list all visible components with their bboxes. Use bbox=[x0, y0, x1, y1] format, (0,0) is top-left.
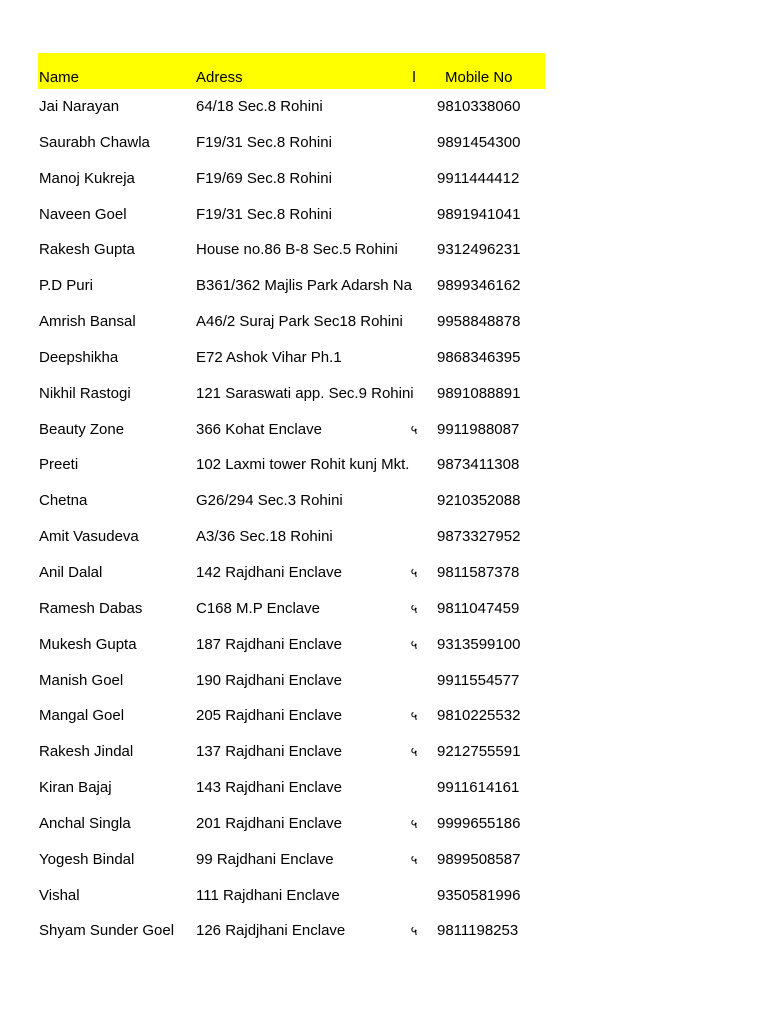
table-row bbox=[38, 447, 545, 483]
mark-cell: ५ bbox=[410, 923, 418, 939]
mark-cell: ५ bbox=[410, 600, 418, 616]
address-cell: F19/69 Sec.8 Rohini bbox=[196, 169, 332, 187]
address-cell: 142 Rajdhani Enclave bbox=[196, 563, 342, 581]
mobile-cell: 9811587378 bbox=[437, 563, 520, 581]
name-cell: Amit Vasudeva bbox=[39, 528, 139, 546]
name-cell: Deepshikha bbox=[39, 348, 119, 366]
name-cell: Kiran Bajaj bbox=[39, 779, 112, 797]
mobile-cell: 9212755591 bbox=[437, 743, 521, 761]
name-cell: Manoj Kukreja bbox=[39, 169, 135, 187]
name-cell: Preeti bbox=[39, 456, 79, 474]
table-row bbox=[38, 232, 545, 268]
table-row bbox=[38, 89, 545, 125]
mobile-cell: 9811198253 bbox=[437, 922, 519, 940]
address-cell: F19/31 Sec.8 Rohini bbox=[196, 205, 332, 223]
name-cell: Mukesh Gupta bbox=[39, 635, 137, 653]
mobile-cell: 9911988087 bbox=[437, 420, 520, 438]
address-cell: C168 M.P Enclave bbox=[196, 599, 320, 617]
address-cell: B361/362 Majlis Park Adarsh Na bbox=[196, 277, 412, 295]
address-cell: A46/2 Suraj Park Sec18 Rohini bbox=[196, 313, 403, 331]
table-row bbox=[38, 340, 545, 376]
mobile-cell: 9868346395 bbox=[437, 348, 521, 366]
name-cell: Yogesh Bindal bbox=[39, 850, 135, 868]
mobile-cell: 9312496231 bbox=[437, 241, 521, 259]
header-mark: l bbox=[412, 69, 416, 86]
address-cell: House no.86 B-8 Sec.5 Rohini bbox=[196, 241, 398, 259]
header-address: Adress bbox=[196, 69, 243, 86]
name-cell: Anchal Singla bbox=[39, 814, 131, 832]
mobile-cell: 9873327952 bbox=[437, 528, 521, 546]
address-cell: 201 Rajdhani Enclave bbox=[196, 814, 342, 832]
name-cell: Naveen Goel bbox=[39, 205, 127, 223]
mobile-cell: 9899346162 bbox=[437, 277, 521, 295]
name-cell: Anil Dalal bbox=[39, 563, 103, 581]
table-row bbox=[38, 161, 545, 197]
name-cell: Amrish Bansal bbox=[39, 313, 136, 331]
address-cell: E72 Ashok Vihar Ph.1 bbox=[196, 348, 342, 366]
mark-cell: ५ bbox=[410, 708, 418, 724]
address-cell: 187 Rajdhani Enclave bbox=[196, 635, 342, 653]
mobile-cell: 9958848878 bbox=[437, 313, 521, 331]
address-cell: F19/31 Sec.8 Rohini bbox=[196, 133, 332, 151]
address-cell: 102 Laxmi tower Rohit kunj Mkt. bbox=[196, 456, 410, 474]
name-cell: Manish Goel bbox=[39, 671, 124, 689]
mark-cell: ५ bbox=[410, 815, 418, 831]
name-cell: Rakesh Gupta bbox=[39, 241, 135, 259]
table-row bbox=[38, 268, 545, 304]
mobile-cell: 9911554577 bbox=[437, 671, 520, 689]
name-cell: Rakesh Jindal bbox=[39, 743, 134, 761]
mobile-cell: 9911614161 bbox=[437, 779, 520, 797]
mark-cell: ५ bbox=[410, 851, 418, 867]
mark-cell: ५ bbox=[410, 744, 418, 760]
address-cell: 64/18 Sec.8 Rohini bbox=[196, 98, 323, 115]
name-cell: Nikhil Rastogi bbox=[39, 384, 131, 402]
table-row bbox=[38, 519, 545, 555]
header-name: Name bbox=[39, 69, 80, 86]
table-row bbox=[38, 125, 545, 161]
address-cell: 366 Kohat Enclave bbox=[196, 420, 322, 438]
header-mobile: Mobile No bbox=[445, 69, 513, 86]
name-cell: Beauty Zone bbox=[39, 420, 125, 438]
name-cell: Shyam Sunder Goel bbox=[39, 922, 175, 940]
table-row bbox=[38, 698, 545, 734]
contact-sheet bbox=[38, 53, 545, 949]
table-row bbox=[38, 591, 545, 627]
table-row bbox=[38, 806, 545, 842]
table-row bbox=[38, 483, 545, 519]
address-cell: 205 Rajdhani Enclave bbox=[196, 707, 342, 725]
mobile-cell: 9810225532 bbox=[437, 707, 521, 725]
mobile-cell: 9891088891 bbox=[437, 384, 521, 402]
mobile-cell: 9891454300 bbox=[437, 133, 521, 151]
address-cell: 126 Rajdjhani Enclave bbox=[196, 922, 346, 940]
table-row bbox=[38, 197, 545, 233]
address-cell: G26/294 Sec.3 Rohini bbox=[196, 492, 343, 510]
name-cell: Saurabh Chawla bbox=[39, 133, 150, 151]
mobile-cell: 9210352088 bbox=[437, 492, 521, 510]
address-cell: 190 Rajdhani Enclave bbox=[196, 671, 342, 689]
address-cell: 111 Rajdhani Enclave bbox=[196, 886, 340, 904]
mobile-cell: 9873411308 bbox=[437, 456, 520, 474]
table-row bbox=[38, 304, 545, 340]
name-cell: Vishal bbox=[39, 886, 80, 904]
table-row bbox=[38, 878, 545, 914]
table-row bbox=[38, 376, 545, 412]
table-body bbox=[38, 89, 545, 949]
name-cell: Jai Narayan bbox=[39, 98, 120, 115]
name-cell: P.D Puri bbox=[39, 277, 93, 295]
address-cell: 137 Rajdhani Enclave bbox=[196, 743, 342, 761]
table-row bbox=[38, 913, 545, 949]
table-row bbox=[38, 663, 545, 699]
mobile-cell: 9899508587 bbox=[437, 850, 521, 868]
mobile-cell: 9313599100 bbox=[437, 635, 521, 653]
table-row bbox=[38, 734, 545, 770]
mobile-cell: 9911444412 bbox=[437, 169, 520, 187]
mobile-cell: 9810338060 bbox=[437, 98, 521, 115]
address-cell: 99 Rajdhani Enclave bbox=[196, 850, 334, 868]
table-row bbox=[38, 555, 545, 591]
table-row bbox=[38, 627, 545, 663]
mobile-cell: 9891941041 bbox=[437, 205, 521, 223]
name-cell: Chetna bbox=[39, 492, 88, 510]
table-row bbox=[38, 770, 545, 806]
mobile-cell: 9999655186 bbox=[437, 814, 521, 832]
mobile-cell: 9811047459 bbox=[437, 599, 520, 617]
address-cell: A3/36 Sec.18 Rohini bbox=[196, 528, 333, 546]
mark-cell: ५ bbox=[410, 564, 418, 580]
name-cell: Mangal Goel bbox=[39, 707, 125, 725]
header-row bbox=[38, 53, 545, 89]
table-row bbox=[38, 842, 545, 878]
mark-cell: ५ bbox=[410, 636, 418, 652]
address-cell: 121 Saraswati app. Sec.9 Rohini bbox=[196, 384, 414, 402]
name-cell: Ramesh Dabas bbox=[39, 599, 143, 617]
mark-cell: ५ bbox=[410, 421, 418, 437]
table-row bbox=[38, 412, 545, 448]
address-cell: 143 Rajdhani Enclave bbox=[196, 779, 342, 797]
mobile-cell: 9350581996 bbox=[437, 886, 521, 904]
